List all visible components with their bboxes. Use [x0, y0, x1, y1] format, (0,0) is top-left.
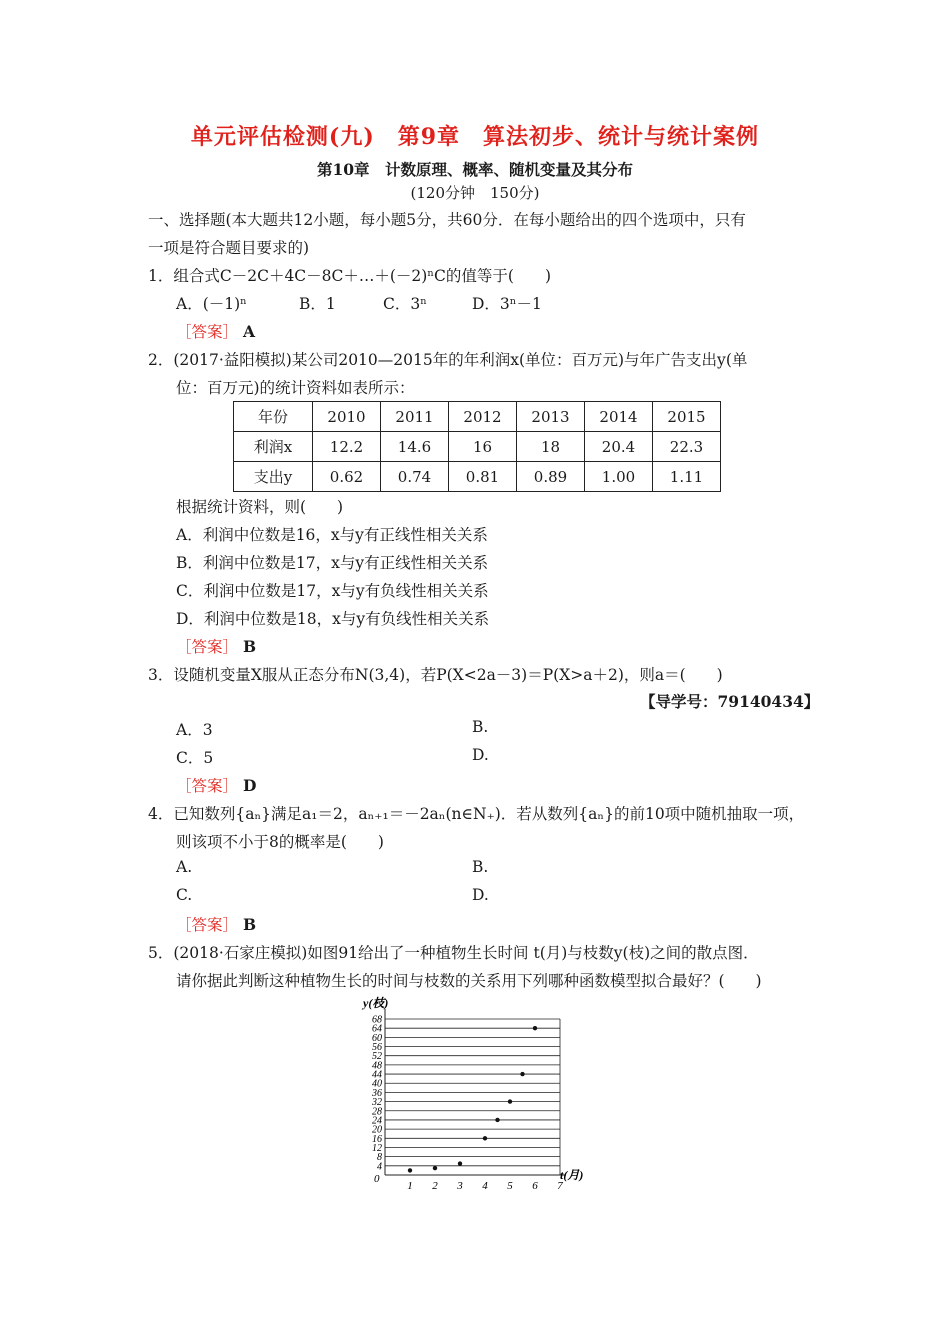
q2-option-b: B．利润中位数是17，x与y有正线性相关关系: [176, 554, 489, 572]
table-cell: 14.6: [381, 432, 449, 462]
x-tick-label: 2: [432, 1180, 438, 1192]
q4-answer: [176, 913, 256, 935]
origin-label: 0: [374, 1173, 380, 1185]
question-1-stem: 1．组合式C－2C＋4C－8C＋…＋(－2)ⁿC的值等于( ): [148, 267, 552, 285]
q2-option-c: C．利润中位数是17，x与y有负线性相关关系: [176, 582, 489, 600]
q1-option-d: D．3ⁿ－1: [472, 295, 542, 313]
y-tick-label: 32: [372, 1097, 382, 1109]
data-point: [458, 1161, 462, 1165]
q2-lead: 根据统计资料，则( ): [176, 498, 344, 516]
question-3-stem: 3．设随机变量X服从正态分布N(3,4)，若P(X<2a－3)＝P(X>a＋2)，则a＝( ): [148, 666, 723, 684]
x-axis-label: t(月): [560, 1168, 584, 1182]
y-tick-label: 64: [372, 1023, 382, 1035]
y-tick-labels: [371, 1015, 382, 1173]
table-cell: 支出y: [234, 462, 313, 492]
answer-tag: ［答案］: [176, 323, 239, 341]
table-cell: 2010: [313, 402, 381, 432]
q1-option-c: C．3ⁿ: [383, 295, 427, 313]
y-tick-label: 40: [372, 1078, 382, 1090]
question-2-stem-line2: 位：百万元)的统计资料如表所示：: [176, 379, 415, 397]
table-cell: 0.81: [449, 462, 517, 492]
table-cell: 2013: [517, 402, 585, 432]
document-subtitle: 第10章 计数原理、概率、随机变量及其分布: [316, 160, 634, 179]
answer-tag: ［答案］: [176, 916, 239, 934]
q2-option-d: D．利润中位数是18，x与y有负线性相关关系: [176, 610, 490, 628]
x-tick-labels: [407, 1180, 563, 1192]
q3-reference-number: 【导学号：79140434】: [640, 692, 820, 711]
q3-option-c: C．5: [176, 749, 214, 767]
table-cell: 22.3: [653, 432, 721, 462]
q3-answer-value: D: [242, 776, 257, 795]
y-tick-label: 4: [377, 1161, 382, 1173]
table-cell: 2014: [585, 402, 653, 432]
section-intro-line2: 一项是符合题目要求的): [148, 239, 310, 257]
section-intro-line1: 一、选择题(本大题共12小题，每小题5分，共60分．在每小题给出的四个选项中，只有: [148, 211, 746, 229]
question-2-stem-line1: 2．(2017·益阳模拟)某公司2010—2015年的年利润x(单位：百万元)与年广告支出y(单: [148, 351, 748, 369]
answer-tag: ［答案］: [176, 638, 239, 656]
data-points: [408, 1026, 537, 1173]
table-cell: 1.11: [653, 462, 721, 492]
x-tick-label: 5: [507, 1180, 513, 1192]
q2-option-a: A．利润中位数是16，x与y有正线性相关关系: [176, 526, 488, 544]
y-axis-label: y(枝): [363, 996, 389, 1010]
y-tick-label: 52: [372, 1051, 382, 1063]
chart-grid: [385, 1019, 560, 1175]
data-point: [433, 1166, 437, 1170]
q1-option-b: B．1: [299, 295, 336, 313]
y-tick-label: 24: [372, 1115, 382, 1127]
answer-tag: ［答案］: [176, 777, 239, 795]
q3-option-d: D.: [472, 746, 489, 764]
q3-option-a: A．3: [176, 721, 213, 739]
q4-option-a: A.: [176, 858, 193, 876]
y-tick-label: 60: [372, 1032, 382, 1044]
q1-answer: [176, 320, 255, 342]
x-tick-label: 1: [407, 1180, 413, 1192]
question-5-stem-line2: 请你据此判断这种植物生长的时间与枝数的关系用下列哪种函数模型拟合最好？( ): [176, 972, 762, 990]
table-cell: 0.89: [517, 462, 585, 492]
data-point: [533, 1026, 537, 1030]
table-cell: 2011: [381, 402, 449, 432]
data-point: [483, 1136, 487, 1140]
y-tick-label: 56: [372, 1042, 382, 1054]
x-tick-label: 7: [557, 1180, 563, 1192]
table-cell: 2012: [449, 402, 517, 432]
table-cell: 年份: [234, 402, 313, 432]
y-tick-label: 68: [372, 1014, 382, 1026]
table-cell: 2015: [653, 402, 721, 432]
table-cell: 0.62: [313, 462, 381, 492]
table-row: [234, 462, 721, 492]
q2-data-table: [233, 401, 721, 492]
q2-answer: [176, 635, 256, 657]
q2-answer-value: B: [242, 637, 257, 656]
y-tick-label: 8: [377, 1152, 382, 1164]
table-cell: 0.74: [381, 462, 449, 492]
q3-option-b: B.: [472, 718, 489, 736]
table-row: [234, 402, 721, 432]
document-title: 单元评估检测(九) 第9章 算法初步、统计与统计案例: [190, 124, 760, 150]
y-tick-label: 48: [372, 1060, 382, 1072]
scatter-plot: [360, 992, 600, 1192]
y-tick-label: 28: [372, 1106, 382, 1118]
y-tick-label: 36: [372, 1087, 382, 1099]
y-tick-label: 12: [372, 1142, 382, 1154]
x-tick-label: 6: [532, 1180, 538, 1192]
q4-option-c: C.: [176, 886, 193, 904]
table-cell: 12.2: [313, 432, 381, 462]
table-cell: 20.4: [585, 432, 653, 462]
table-cell: 1.00: [585, 462, 653, 492]
x-tick-label: 4: [482, 1180, 488, 1192]
table-row: [234, 432, 721, 462]
data-point: [408, 1168, 412, 1172]
question-5-stem-line1: 5．(2018·石家庄模拟)如图91给出了一种植物生长时间 t(月)与枝数y(枝)之间的散点图．: [148, 944, 759, 962]
y-tick-label: 44: [372, 1069, 382, 1081]
q4-answer-value: B: [242, 915, 257, 934]
table-cell: 18: [517, 432, 585, 462]
chart-axes: [385, 1009, 566, 1175]
q3-answer: [176, 774, 256, 796]
table-cell: 16: [449, 432, 517, 462]
q4-option-b: B.: [472, 858, 489, 876]
q4-option-d: D.: [472, 886, 489, 904]
data-point: [495, 1118, 499, 1122]
q1-answer-value: A: [242, 322, 255, 341]
y-tick-label: 20: [372, 1124, 382, 1136]
q1-option-a: A．(－1)ⁿ: [176, 295, 247, 313]
time-score: (120分钟 150分): [410, 184, 540, 202]
x-tick-label: 3: [457, 1180, 463, 1192]
data-point: [508, 1099, 512, 1103]
question-4-stem-line1: 4．已知数列{aₙ}满足a₁＝2，aₙ₊₁＝－2aₙ(n∈N₊)．若从数列{aₙ}的前10项中随机抽取一项，: [148, 805, 805, 823]
table-cell: 利润x: [234, 432, 313, 462]
data-point: [520, 1072, 524, 1076]
y-tick-label: 16: [372, 1133, 382, 1145]
question-4-stem-line2: 则该项不小于8的概率是( ): [176, 833, 384, 851]
